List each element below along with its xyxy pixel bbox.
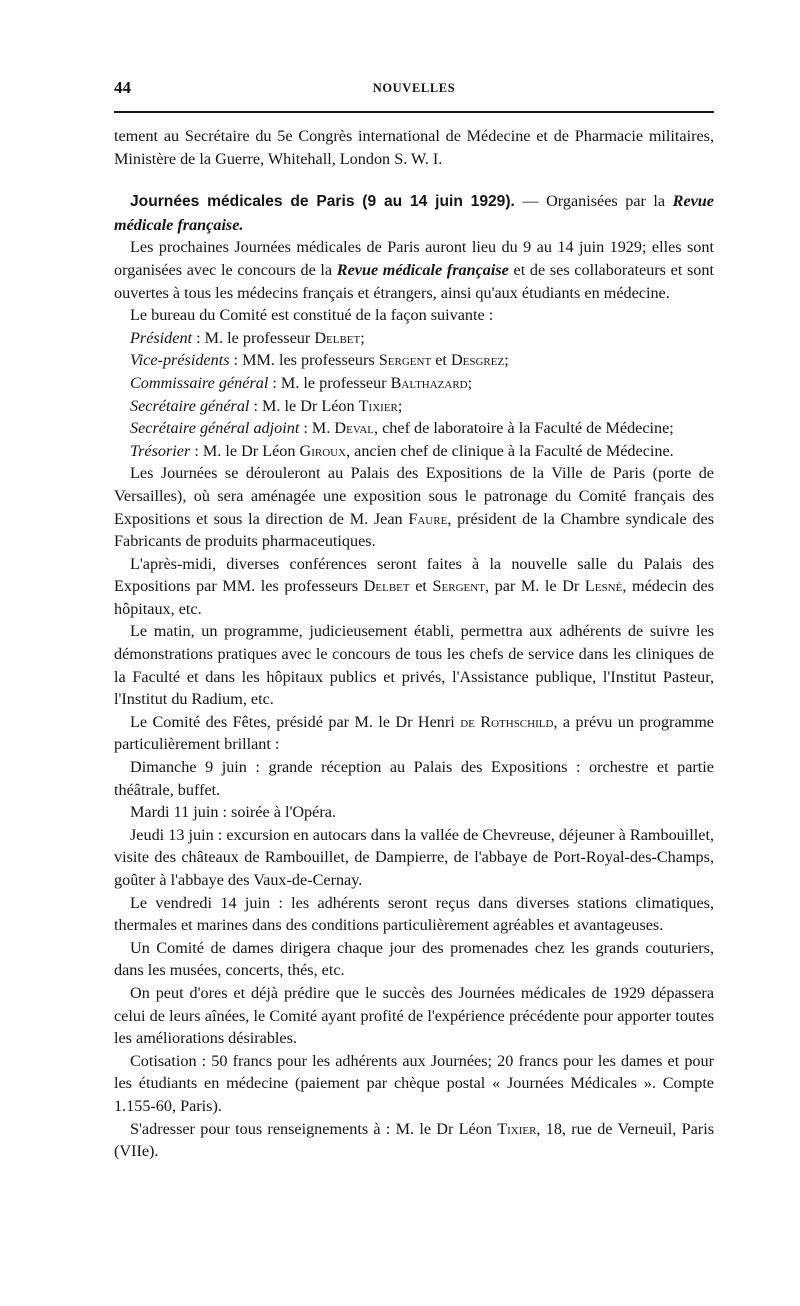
person-name: Tixier (358, 396, 398, 415)
role: Secrétaire général (130, 396, 250, 415)
text-run: : M. le professeur (268, 373, 391, 392)
role: Vice-présidents (130, 351, 230, 370)
text-run: Les Journées se dérouleront au Palais des Expositions de la Ville de Paris (porte de Versailles), où sera aménagée une exposition sous le patronage du Comité français des Expositions et sous la direction de M. Jean (114, 464, 714, 528)
paragraph: Mardi 11 juin : soirée à l'Opéra. (130, 803, 336, 822)
person-name: Delbet (314, 328, 361, 347)
paragraph: Le bureau du Comité est constitué de la façon suivante : (130, 306, 494, 325)
journal-title: Revue médicale française. (114, 192, 714, 234)
text-run: , chef de laboratoire à la Faculté de Médecine; (374, 419, 674, 438)
text-run: , président de la Chambre syndicale des Fabricants de produits pharmaceutiques. (114, 509, 714, 551)
text-run: et (431, 351, 451, 370)
section-title: Journées médicales de Paris (9 au 14 juin 1929). (130, 193, 515, 211)
text-run: — Organisées par la (514, 192, 673, 211)
person-name: de Rothschild (460, 712, 554, 731)
paragraph: Cotisation : 50 francs pour les adhérents aux Journées; 20 francs pour les dames et pour les étudiants en médecine (paiement par chèque postal « Journées Médicales ». Compte 1.155-60, Paris). (114, 1051, 714, 1115)
committee-entry (114, 349, 714, 372)
text-run: ; (397, 396, 403, 415)
paragraph: Dimanche 9 juin : grande réception au Palais des Expositions : orchestre et partie théâtrale, buffet. (114, 758, 714, 799)
person-name: Giroux (299, 441, 347, 460)
article-body (114, 125, 714, 1163)
paragraph (114, 1118, 714, 1163)
text-run: ; (360, 328, 365, 347)
role: Trésorier (130, 441, 191, 460)
paragraph-continuation: tement au Secrétaire du 5e Congrès international de Médecine et de Pharmacie militaires, Ministère de la Guerre, Whitehall, London S. W. I. (114, 127, 714, 168)
person-name: Lesné (584, 577, 623, 596)
text-run: , a prévu un programme particulièrement brillant : (114, 712, 714, 754)
text-run: , ancien chef de clinique à la Faculté de Médecine. (346, 441, 674, 460)
role: Commissaire général (130, 373, 269, 392)
text-run: ; (467, 373, 473, 392)
paragraph (114, 236, 714, 304)
person-name: Deval (334, 419, 375, 438)
text-run: , 18, rue de Verneuil, Paris (VIIe). (114, 1119, 714, 1161)
text-run: , médecin des hôpitaux, etc. (114, 577, 714, 618)
page-number: 44 (114, 78, 131, 97)
running-header (114, 78, 714, 100)
paragraph: Jeudi 13 juin : excursion en autocars dans la vallée de Chevreuse, déjeuner à Rambouillet, visite des châteaux de Rambouillet, de Dampierre, de l'abbaye de Port-Royal-des-Champs, goûter à l'abbaye des Vaux-de-Cernay. (114, 825, 714, 889)
header-rule (114, 111, 714, 113)
text-run: : M. le Dr Léon (190, 441, 300, 460)
committee-entry (114, 417, 714, 440)
person-name: Sergent (432, 577, 485, 596)
running-title: NOUVELLES (372, 81, 456, 95)
journal-title: Revue médicale française (336, 260, 509, 279)
text-run: S'adresser pour tous renseignements à : M. le Dr Léon (130, 1119, 498, 1138)
committee-entry (114, 440, 714, 463)
person-name: Balthazard (390, 373, 468, 392)
committee-entry (114, 327, 714, 350)
text-run: : M. le professeur (192, 328, 315, 347)
committee-entry (114, 395, 714, 418)
text-run: et de ses collaborateurs et sont ouvertes à tous les médecins français et étrangers, ainsi qu'aux étudiants en médecine. (114, 260, 714, 302)
text-run: et (409, 577, 433, 596)
text-run: ; (504, 351, 509, 370)
role: Président (130, 328, 193, 347)
paragraph: On peut d'ores et déjà prédire que le succès des Journées médicales de 1929 dépassera celui de leurs aînées, le Comité ayant profité de l'expérience précédente pour apporter toutes les améliorations désirables. (114, 983, 714, 1048)
person-name: Desgrez (450, 351, 505, 370)
paragraph: Un Comité de dames dirigera chaque jour des promenades chez les grands couturiers, dans les musées, concerts, thés, etc. (114, 938, 714, 980)
role: Secrétaire général adjoint (130, 419, 300, 438)
text-run: Les prochaines Journées médicales de Paris auront lieu du 9 au 14 juin 1929; elles sont organisées avec le concours de la (114, 238, 714, 279)
committee-entry (114, 372, 714, 395)
person-name: Delbet (363, 577, 410, 596)
person-name: Tixier (497, 1119, 537, 1138)
person-name: Sergent (378, 351, 432, 370)
text-run: L'après-midi, diverses conférences seront faites à la nouvelle salle du Palais des Expositions par MM. les professeurs (114, 554, 714, 596)
paragraph (114, 553, 714, 621)
text-run: : MM. les professeurs (229, 351, 379, 370)
paragraph (114, 711, 714, 756)
text-run: : M. (299, 419, 335, 438)
paragraph (114, 462, 714, 552)
section-heading-paragraph (114, 190, 714, 236)
text-run: Le Comité des Fêtes, présidé par M. le Dr Henri (130, 712, 461, 731)
text-run: : M. le Dr Léon (249, 396, 359, 415)
paragraph: Le matin, un programme, judicieusement établi, permettra aux adhérents de suivre les démonstrations pratiques avec le concours de tous les chefs de service dans les cliniques de la Faculté et dans les hôpitaux publics et privés, l'Assistance publique, l'Institut Pasteur, l'Institut du Radium, etc. (114, 622, 714, 709)
text-run: , par M. le Dr (484, 577, 585, 596)
person-name: Faure (408, 509, 448, 528)
paragraph: Le vendredi 14 juin : les adhérents seront reçus dans diverses stations climatiques, thermales et marines dans des conditions particulièrement agréables et avantageuses. (114, 893, 714, 935)
